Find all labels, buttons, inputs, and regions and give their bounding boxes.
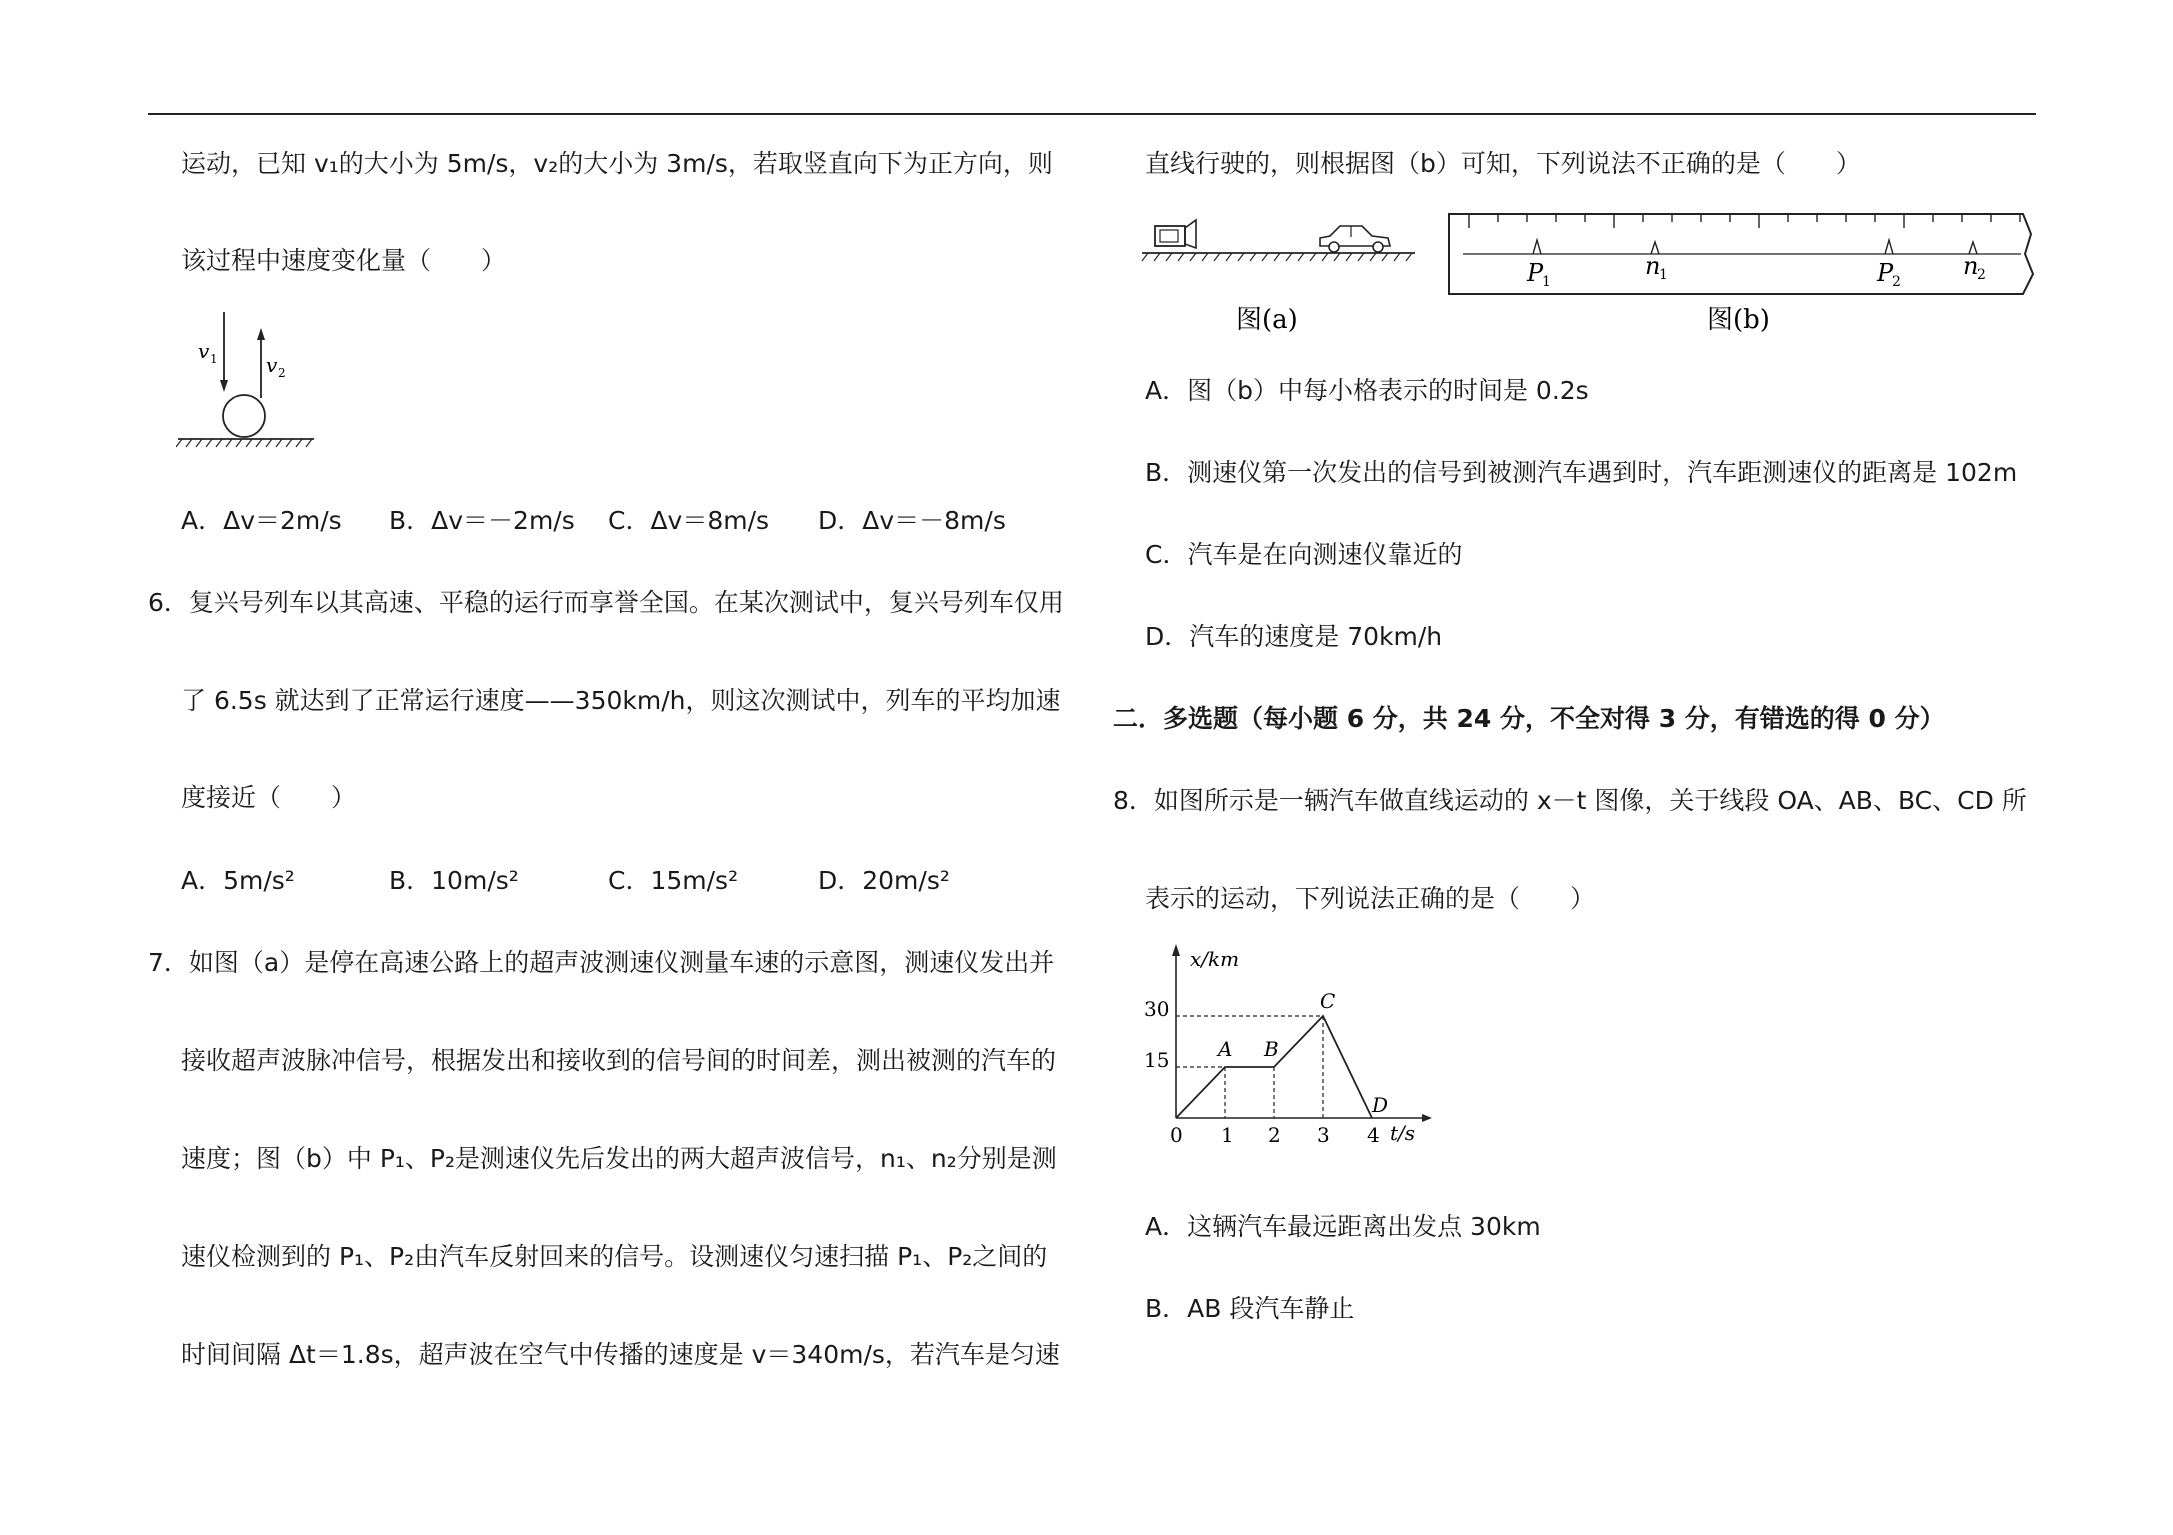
q6-option-a[interactable]: A．5m/s²	[181, 866, 295, 895]
q8-line-2: 表示的运动，下列说法正确的是（ ）	[1145, 884, 1596, 913]
x-tick-0: 0	[1170, 1123, 1183, 1147]
v1-subscript: 1	[210, 352, 218, 366]
q8-line-1: 8．如图所示是一辆汽车做直线运动的 x－t 图像，关于线段 OA、AB、BC、CD 所	[1113, 786, 2027, 815]
point-label-a: A	[1218, 1037, 1233, 1061]
q6-line-1: 6．复兴号列车以其高速、平稳的运行而享誉全国。在某次测试中，复兴号列车仅用	[148, 588, 1064, 617]
p2-subscript: 2	[1892, 274, 1901, 290]
q7-option-a[interactable]: A．图（b）中每小格表示的时间是 0.2s	[1145, 376, 1589, 405]
fig-a-caption: 图(a)	[1236, 305, 1298, 335]
q7-continuation-line: 直线行驶的，则根据图（b）可知，下列说法不正确的是（ ）	[1145, 149, 1861, 178]
x-tick-1: 1	[1221, 1123, 1234, 1147]
n2-label: n	[1963, 252, 1979, 280]
q5-ball-figure	[176, 300, 326, 455]
q6-option-d[interactable]: D．20m/s²	[818, 866, 950, 895]
q5-option-a[interactable]: A．Δv＝2m/s	[181, 506, 342, 535]
q5-continuation-line-1: 运动，已知 v₁的大小为 5m/s，v₂的大小为 3m/s，若取竖直向下为正方向，则	[181, 149, 1053, 178]
v1-label: v	[198, 339, 210, 363]
n1-subscript: 1	[1659, 267, 1668, 283]
q5-continuation-line-2: 该过程中速度变化量（ ）	[181, 246, 507, 275]
q7-line-1: 7．如图（a）是停在高速公路上的超声波测速仪测量车速的示意图，测速仪发出并	[148, 948, 1055, 977]
n1-label: n	[1645, 252, 1661, 280]
p2-label: P	[1877, 259, 1894, 287]
point-label-b: B	[1264, 1037, 1279, 1061]
q7-line-3: 速度；图（b）中 P₁、P₂是测速仪先后发出的两大超声波信号，n₁、n₂分别是测	[181, 1144, 1057, 1173]
q7-line-2: 接收超声波脉冲信号，根据发出和接收到的信号间的时间差，测出被测的汽车的	[181, 1046, 1057, 1075]
n2-subscript: 2	[1977, 267, 1986, 283]
point-label-d: D	[1372, 1093, 1389, 1117]
q7-line-4: 速仪检测到的 P₁、P₂由汽车反射回来的信号。设测速仪匀速扫描 P₁、P₂之间的	[181, 1242, 1048, 1271]
q6-option-b[interactable]: B．10m/s²	[389, 866, 519, 895]
v2-label: v	[266, 353, 278, 377]
v2-subscript: 2	[278, 366, 286, 380]
section2-title: 二．多选题（每小题 6 分，共 24 分，不全对得 3 分，有错选的得 0 分）	[1113, 704, 1945, 733]
q6-line-3: 度接近（ ）	[181, 783, 357, 812]
q8-option-b[interactable]: B．AB 段汽车静止	[1145, 1294, 1355, 1323]
y-tick-15: 15	[1144, 1048, 1170, 1072]
q8-option-a[interactable]: A．这辆汽车最远距离出发点 30km	[1145, 1212, 1541, 1241]
q5-option-c[interactable]: C．Δv＝8m/s	[608, 506, 770, 535]
q7-option-c[interactable]: C．汽车是在向测速仪靠近的	[1145, 540, 1463, 569]
q6-line-2: 了 6.5s 就达到了正常运行速度——350km/h，则这次测试中，列车的平均加速	[181, 686, 1061, 715]
q7-figure-b	[1445, 210, 2045, 340]
fig-b-caption: 图(b)	[1707, 305, 1770, 335]
x-tick-4: 4	[1367, 1123, 1380, 1147]
q7-option-b[interactable]: B．测速仪第一次发出的信号到被测汽车遇到时，汽车距测速仪的距离是 102m	[1145, 458, 2018, 487]
graph-ylabel: x/km	[1190, 947, 1240, 971]
q7-option-d[interactable]: D．汽车的速度是 70km/h	[1145, 622, 1443, 651]
q5-option-d[interactable]: D．Δv＝－8m/s	[818, 506, 1006, 535]
x-tick-3: 3	[1317, 1123, 1330, 1147]
q7-figure-a	[1140, 210, 1420, 340]
q6-option-c[interactable]: C．15m/s²	[608, 866, 739, 895]
graph-xlabel: t/s	[1390, 1121, 1416, 1145]
p1-label: P	[1527, 259, 1544, 287]
header-rule	[148, 113, 2036, 115]
x-tick-2: 2	[1268, 1123, 1281, 1147]
p1-subscript: 1	[1542, 274, 1551, 290]
q5-option-b[interactable]: B．Δv＝－2m/s	[389, 506, 575, 535]
q8-xt-graph	[1140, 940, 1440, 1150]
q7-line-5: 时间间隔 Δt＝1.8s，超声波在空气中传播的速度是 v＝340m/s，若汽车是匀速	[181, 1340, 1060, 1369]
point-label-c: C	[1320, 989, 1336, 1013]
y-tick-30: 30	[1144, 997, 1170, 1021]
